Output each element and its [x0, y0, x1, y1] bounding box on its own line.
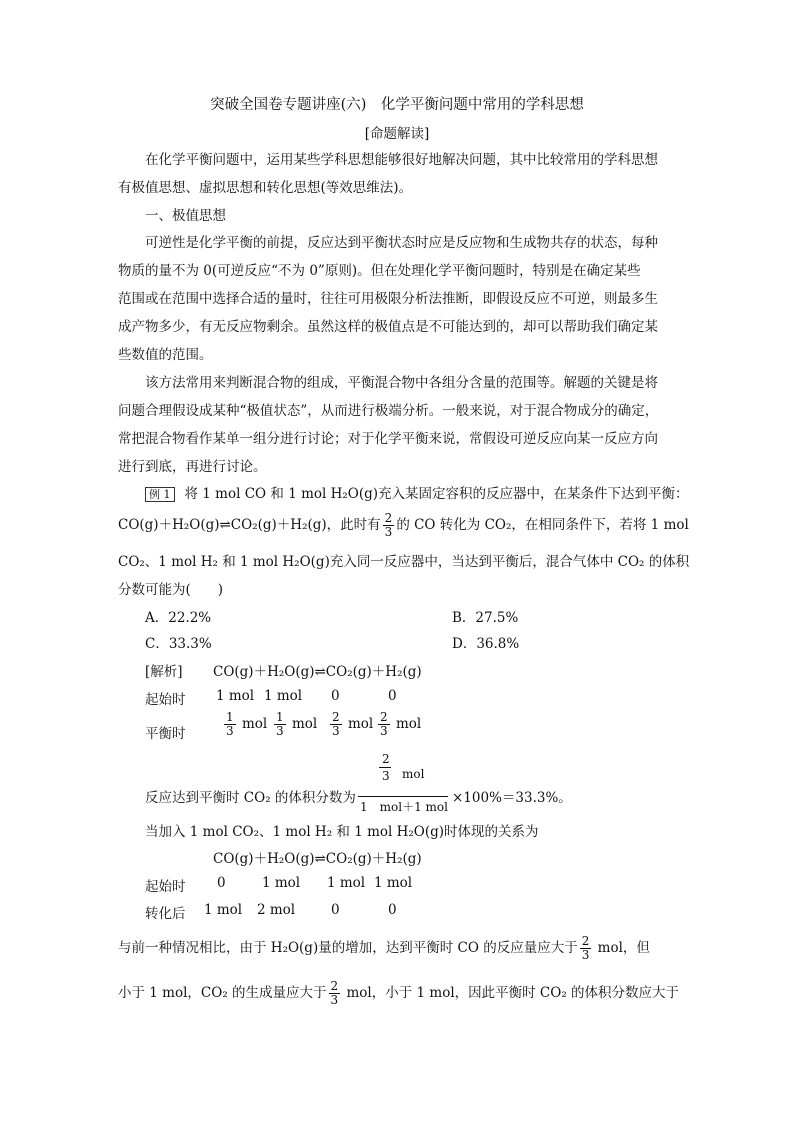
row-eq-co2: $\frac{2}{3}$ mol: [332, 710, 374, 738]
row2-start-label: 起始时: [145, 879, 186, 895]
row2-start-co: 0: [217, 875, 226, 891]
section-heading: 一、极值思想: [145, 208, 226, 224]
row-start-co: 1 mol: [216, 688, 255, 704]
para2-line-1: 该方法常用来判断混合物的组成，平衡混合物中各组分含量的范围等。解题的关键是将: [145, 375, 658, 391]
row2-conv-co2: 0: [331, 902, 340, 918]
example-line-1: [145, 484, 689, 504]
page-title: 突破全国卷专题讲座(六) 化学平衡问题中常用的学科思想: [210, 97, 584, 113]
option-c: C．33.3%: [145, 636, 212, 652]
second-equation: CO(g)＋H₂O(g)⇌CO₂(g)＋H₂(g): [213, 851, 422, 867]
volume-fraction-prefix: 反应达到平衡时 CO₂ 的体积分数为: [145, 790, 356, 806]
fraction-two-thirds: $\frac{2}{3}$: [581, 934, 590, 962]
final-line: 小于 1 mol，CO₂ 的生成量应大于 $\frac{2}{3}$ mol，小于 1 mol，因此平衡时 CO₂ 的体积分数应大于: [118, 979, 680, 1007]
row2-conv-h2: 0: [388, 902, 397, 918]
row-start-h2: 0: [388, 688, 397, 704]
row-eq-label: 平衡时: [145, 726, 186, 742]
example-question-2a: CO(g)＋H₂O(g)⇌CO₂(g)＋H₂(g)，此时有: [118, 517, 381, 533]
example-line-3: CO₂、1 mol H₂ 和 1 mol H₂O(g)充入同一反应器中，当达到平衡后，混合气体中 CO₂ 的体积: [118, 554, 690, 570]
example-line-4: 分数可能为( ): [118, 582, 224, 598]
option-d: D．36.8%: [452, 636, 520, 652]
fraction-two-thirds: $\frac{2}{3}$: [330, 979, 339, 1007]
option-a: A．22.2%: [145, 610, 212, 626]
compare-line: 与前一种情况相比，由于 H₂O(g)量的增加，达到平衡时 CO 的反应量应大于 $\frac{2}{3}$ mol，但: [118, 934, 650, 962]
row2-conv-co: 1 mol: [204, 902, 243, 918]
row2-start-co2: 1 mol: [327, 875, 366, 891]
example-line-2: [118, 512, 689, 539]
para1-line-4: 成产物多少，有无反应物剩余。虽然这样的极值点是不可能达到的，却可以帮助我们确定某: [118, 319, 658, 335]
volume-fraction-expression: 2 3 mol 1 mol＋1 mol: [360, 752, 448, 814]
para1-line-2: 物质的量不为 0(可逆反应“不为 0”原则)。但在处理化学平衡问题时，特别是在确定某些: [118, 263, 641, 279]
para1-line-3: 范围或在范围中选择合适的量时，往往可用极限分析法推断，即假设反应不可逆，则最多生: [118, 291, 658, 307]
row2-start-h2: 1 mol: [374, 875, 413, 891]
analysis-label: [解析]: [145, 664, 183, 680]
row-eq-h2o: $\frac{1}{3}$ mol: [276, 710, 318, 738]
intro-line-2: 有极值思想、虚拟思想和转化思想(等效思维法)。: [118, 180, 413, 196]
row2-conv-label: 转化后: [145, 906, 186, 922]
section-subtitle: [命题解读]: [364, 126, 430, 142]
row-start-co2: 0: [331, 688, 340, 704]
row-start-h2o: 1 mol: [264, 688, 303, 704]
row-start-label: 起始时: [145, 692, 186, 708]
para2-line-3: 常把混合物看作某单一组分进行讨论；对于化学平衡来说，常假设可逆反应向某一反应方向: [118, 431, 658, 447]
para2-line-4: 进行到底，再进行讨论。: [118, 459, 267, 475]
row2-start-h2o: 1 mol: [262, 875, 301, 891]
row-eq-co: $\frac{1}{3}$ mol: [226, 710, 268, 738]
para2-line-2: 问题合理假设成某种“极值状态”，从而进行极端分析。一般来说，对于混合物成分的确定，: [118, 403, 659, 419]
example-question-2b: 的 CO 转化为 CO₂，在相同条件下，若将 1 mol: [396, 517, 689, 533]
option-b: B．27.5%: [452, 610, 519, 626]
para1-line-5: 些数值的范围。: [118, 347, 213, 363]
example-badge: 例 1: [145, 487, 175, 502]
intro-line-1: 在化学平衡问题中，运用某些学科思想能够很好地解决问题，其中比较常用的学科思想: [145, 152, 658, 168]
fraction-two-thirds: $\frac{2}{3}$: [384, 511, 393, 539]
second-case-intro: 当加入 1 mol CO₂、1 mol H₂ 和 1 mol H₂O(g)时体现的关系为: [145, 824, 539, 840]
row2-conv-h2o: 2 mol: [257, 902, 296, 918]
example-question-1: 将 1 mol CO 和 1 mol H₂O(g)充入某固定容积的反应器中，在某条件下达到平衡：: [184, 486, 689, 502]
analysis-equation: CO(g)＋H₂O(g)⇌CO₂(g)＋H₂(g): [213, 664, 422, 680]
para1-line-1: 可逆性是化学平衡的前提，反应达到平衡状态时应是反应物和生成物共存的状态，每种: [145, 235, 658, 251]
volume-fraction-result: ×100%＝33.3%。: [452, 790, 572, 806]
row-eq-h2: $\frac{2}{3}$ mol: [380, 710, 422, 738]
